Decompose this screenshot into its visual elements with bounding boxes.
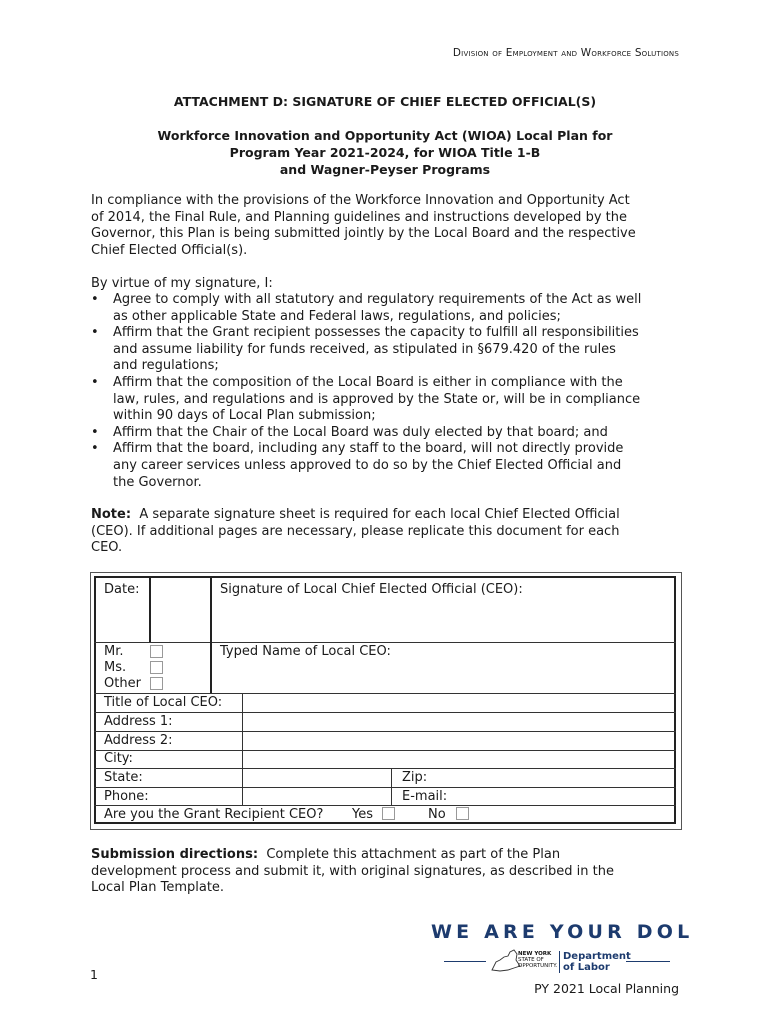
note-line	[91, 507, 681, 524]
other-label: Other	[104, 676, 141, 691]
yes-label: Yes	[352, 807, 373, 822]
submission-line: Local Plan Template.	[91, 880, 225, 896]
bullet-icon: •	[91, 374, 99, 390]
signature-field[interactable]	[212, 600, 674, 640]
plan-subtitle	[0, 127, 770, 178]
bullet-icon: •	[91, 424, 99, 440]
no-label: No	[428, 807, 446, 822]
city-label: City:	[104, 751, 133, 766]
footer-plan-label: PY 2021 Local Planning	[534, 981, 679, 996]
subtitle-line: and Wagner-Peyser Programs	[279, 162, 491, 177]
address2-field[interactable]	[244, 732, 674, 749]
list-item-line: Agree to comply with all statutory and regulatory requirements of the Act as well	[113, 292, 642, 307]
no-checkbox[interactable]	[456, 807, 469, 820]
ny-logo-line: OPPORTUNITY.	[518, 963, 558, 969]
date-label: Date:	[104, 582, 140, 597]
compliance-paragraph	[91, 193, 681, 259]
signature-label: Signature of Local Chief Elected Official (CEO):	[220, 582, 523, 597]
list-item	[91, 375, 681, 425]
bullet-icon: •	[91, 325, 99, 341]
department-of-labor-logo	[559, 951, 631, 973]
list-item	[91, 425, 681, 442]
ny-logo-line: STATE OF	[518, 957, 544, 963]
ms-checkbox[interactable]	[150, 661, 163, 674]
subtitle-line: Workforce Innovation and Opportunity Act (WIOA) Local Plan for	[157, 128, 613, 143]
list-item-line: Affirm that the Grant recipient possesses the capacity to fulfill all responsibilities	[113, 325, 639, 341]
bullet-icon: •	[91, 441, 99, 457]
note-label: Note:	[91, 507, 132, 522]
bullet-icon: •	[91, 292, 99, 307]
address1-field[interactable]	[244, 713, 674, 730]
mr-label: Mr.	[104, 644, 124, 659]
title-field[interactable]	[244, 694, 674, 711]
submission-directions	[91, 847, 681, 897]
form-divider	[242, 693, 243, 805]
zip-label: Zip:	[402, 770, 428, 785]
address1-label: Address 1:	[104, 714, 173, 729]
yes-checkbox[interactable]	[382, 807, 395, 820]
paragraph-line: In compliance with the provisions of the Workforce Innovation and Opportunity Act	[91, 193, 630, 208]
phone-label: Phone:	[104, 789, 149, 804]
subtitle-line: Program Year 2021-2024, for WIOA Title 1-B	[229, 145, 541, 160]
submission-line	[91, 847, 681, 864]
date-field[interactable]	[151, 578, 208, 640]
note-line: CEO.	[91, 540, 123, 556]
typed-name-field[interactable]	[212, 662, 674, 692]
form-divider	[94, 642, 676, 643]
list-item-line: within 90 days of Local Plan submission;	[113, 408, 376, 424]
note-text: A separate signature sheet is required for each local Chief Elected Official	[139, 507, 620, 522]
list-item	[91, 325, 681, 375]
typed-name-label: Typed Name of Local CEO:	[220, 644, 391, 659]
title-label: Title of Local CEO:	[104, 695, 223, 710]
ny-logo-line: NEW YORK	[518, 951, 552, 957]
ms-label: Ms.	[104, 660, 127, 675]
list-item-line: Affirm that the Chair of the Local Board was duly elected by that board; and	[113, 424, 608, 440]
submission-label: Submission directions:	[91, 847, 259, 862]
zip-field[interactable]	[430, 769, 674, 786]
attachment-title: ATTACHMENT D: SIGNATURE OF CHIEF ELECTED OFFICIAL(S)	[173, 94, 597, 109]
list-item	[91, 292, 681, 325]
list-item-line: law, rules, and regulations and is approved by the State or, will be in compliance	[113, 391, 641, 407]
footer-rule	[444, 961, 486, 962]
email-label: E-mail:	[402, 789, 448, 804]
form-divider	[94, 805, 676, 806]
page-number: 1	[90, 967, 98, 982]
submission-text: Complete this attachment as part of the Plan	[266, 847, 561, 862]
ny-state-logo	[490, 948, 558, 980]
form-divider	[391, 768, 392, 805]
list-item	[91, 441, 681, 491]
note-paragraph	[91, 507, 681, 557]
state-field[interactable]	[244, 769, 390, 786]
list-item-line: and assume liability for funds received, as stipulated in §679.420 of the rules	[113, 341, 616, 357]
division-header: Division of Employment and Workforce Solutions	[452, 47, 679, 59]
affirmation-list	[91, 292, 681, 491]
list-item-line: Affirm that the board, including any staff to the board, will not directly provide	[113, 441, 624, 457]
ny-logo-text	[518, 951, 557, 969]
list-item-line: Affirm that the composition of the Local Board is either in compliance with the	[113, 374, 623, 390]
address2-label: Address 2:	[104, 733, 173, 748]
mr-checkbox[interactable]	[150, 645, 163, 658]
other-checkbox[interactable]	[150, 677, 163, 690]
note-line: (CEO). If additional pages are necessary, please replicate this document for each	[91, 523, 620, 539]
state-label: State:	[104, 770, 143, 785]
list-item-line: any career services unless approved to do so by the Chief Elected Official and	[113, 457, 622, 473]
email-field[interactable]	[450, 788, 674, 804]
footer-rule	[626, 961, 670, 962]
city-field[interactable]	[244, 751, 674, 767]
grant-recipient-question: Are you the Grant Recipient CEO?	[104, 807, 324, 822]
submission-line: development process and submit it, with original signatures, as described in the	[91, 863, 614, 879]
dept-line: of Labor	[563, 962, 610, 973]
paragraph-line: of 2014, the Final Rule, and Planning guidelines and instructions developed by the	[91, 209, 627, 225]
signature-intro: By virtue of my signature, I:	[91, 276, 273, 291]
paragraph-line: Governor, this Plan is being submitted jointly by the Local Board and the respective	[91, 226, 636, 242]
list-item-line: and regulations;	[113, 358, 219, 374]
dept-line: Department	[563, 951, 631, 962]
list-item-line: the Governor.	[113, 474, 202, 490]
phone-field[interactable]	[244, 788, 390, 804]
paragraph-line: Chief Elected Official(s).	[91, 242, 248, 258]
list-item-line: as other applicable State and Federal laws, regulations, and policies;	[113, 308, 561, 324]
dol-wordmark: WE ARE YOUR DOL	[431, 921, 694, 943]
